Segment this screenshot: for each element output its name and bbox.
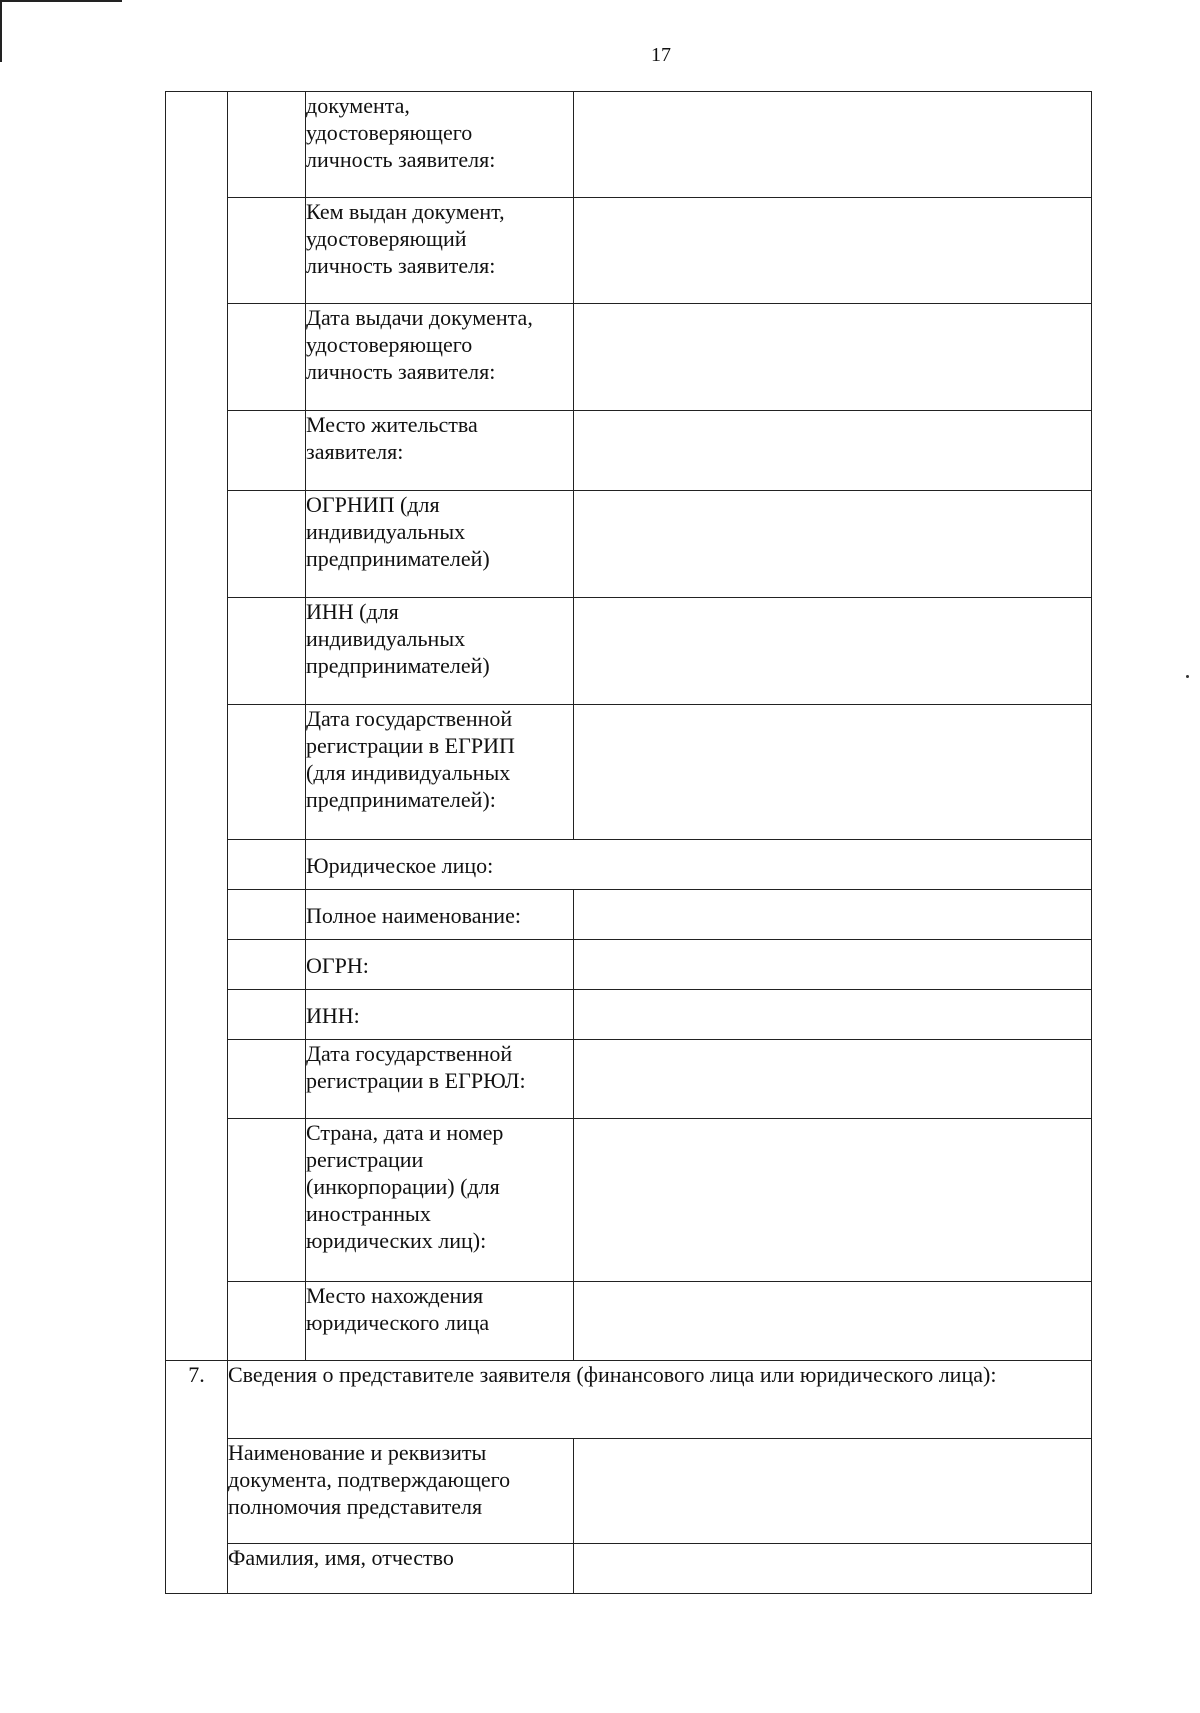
table-row [166, 705, 1092, 840]
table-row [166, 1282, 1092, 1361]
field-label: Страна, дата и номер регистрации (инкорпорации) (для иностранных юридических лиц): [306, 1119, 574, 1282]
field-value[interactable] [574, 491, 1092, 598]
scan-dot [1186, 675, 1189, 678]
field-label: Наименование и реквизиты документа, подтверждающего полномочия представителя [228, 1439, 574, 1544]
sub-cell [228, 598, 306, 705]
sub-cell [228, 990, 306, 1040]
table-row [166, 840, 1092, 890]
field-value[interactable] [574, 1544, 1092, 1594]
table-body [166, 92, 1092, 1594]
table-row [166, 1544, 1092, 1594]
section-number: 7. [166, 1361, 228, 1594]
table-row [166, 1119, 1092, 1282]
table-row [166, 92, 1092, 198]
table-row [166, 198, 1092, 304]
field-value[interactable] [574, 990, 1092, 1040]
sub-cell [228, 940, 306, 990]
application-form-table [165, 91, 1092, 1594]
table-row [166, 990, 1092, 1040]
table-row [166, 1361, 1092, 1439]
field-value[interactable] [574, 598, 1092, 705]
sub-cell [228, 198, 306, 304]
page-number: 17 [651, 44, 671, 66]
field-value[interactable] [574, 1282, 1092, 1361]
table-row [166, 1439, 1092, 1544]
field-label: Полное наименование: [306, 890, 574, 940]
field-value[interactable] [574, 92, 1092, 198]
table-row [166, 491, 1092, 598]
field-label: документа, удостоверяющего личность заявителя: [306, 92, 574, 198]
field-value[interactable] [574, 1439, 1092, 1544]
sub-cell [228, 890, 306, 940]
sub-cell [228, 491, 306, 598]
sub-cell [228, 1282, 306, 1361]
sub-cell [228, 411, 306, 491]
field-label: Место жительства заявителя: [306, 411, 574, 491]
section-number-cell [166, 92, 228, 1361]
field-label: ИНН (для индивидуальных предпринимателей) [306, 598, 574, 705]
table-row [166, 940, 1092, 990]
field-label: Кем выдан документ, удостоверяющий личность заявителя: [306, 198, 574, 304]
field-label: ИНН: [306, 990, 574, 1040]
table-row [166, 598, 1092, 705]
sub-cell [228, 1119, 306, 1282]
field-value[interactable] [574, 940, 1092, 990]
field-label: Дата государственной регистрации в ЕГРЮЛ: [306, 1040, 574, 1119]
table-row [166, 1040, 1092, 1119]
table-row [166, 890, 1092, 940]
field-value[interactable] [574, 1119, 1092, 1282]
sub-cell [228, 304, 306, 411]
field-label: Место нахождения юридического лица [306, 1282, 574, 1361]
field-value[interactable] [574, 304, 1092, 411]
sub-cell [228, 840, 306, 890]
legal-entity-header: Юридическое лицо: [306, 840, 1092, 890]
field-label: Фамилия, имя, отчество [228, 1544, 574, 1594]
field-value[interactable] [574, 1040, 1092, 1119]
table-row [166, 304, 1092, 411]
section-title: Сведения о представителе заявителя (финансового лица или юридического лица): [228, 1361, 1092, 1439]
sub-cell [228, 705, 306, 840]
sub-cell [228, 92, 306, 198]
table-row [166, 411, 1092, 491]
field-label: Дата государственной регистрации в ЕГРИП (для индивидуальных предпринимателей): [306, 705, 574, 840]
field-label: Дата выдачи документа, удостоверяющего личность заявителя: [306, 304, 574, 411]
field-value[interactable] [574, 705, 1092, 840]
field-value[interactable] [574, 411, 1092, 491]
field-label: ОГРНИП (для индивидуальных предпринимателей) [306, 491, 574, 598]
field-value[interactable] [574, 890, 1092, 940]
field-value[interactable] [574, 198, 1092, 304]
field-label: ОГРН: [306, 940, 574, 990]
sub-cell [228, 1040, 306, 1119]
